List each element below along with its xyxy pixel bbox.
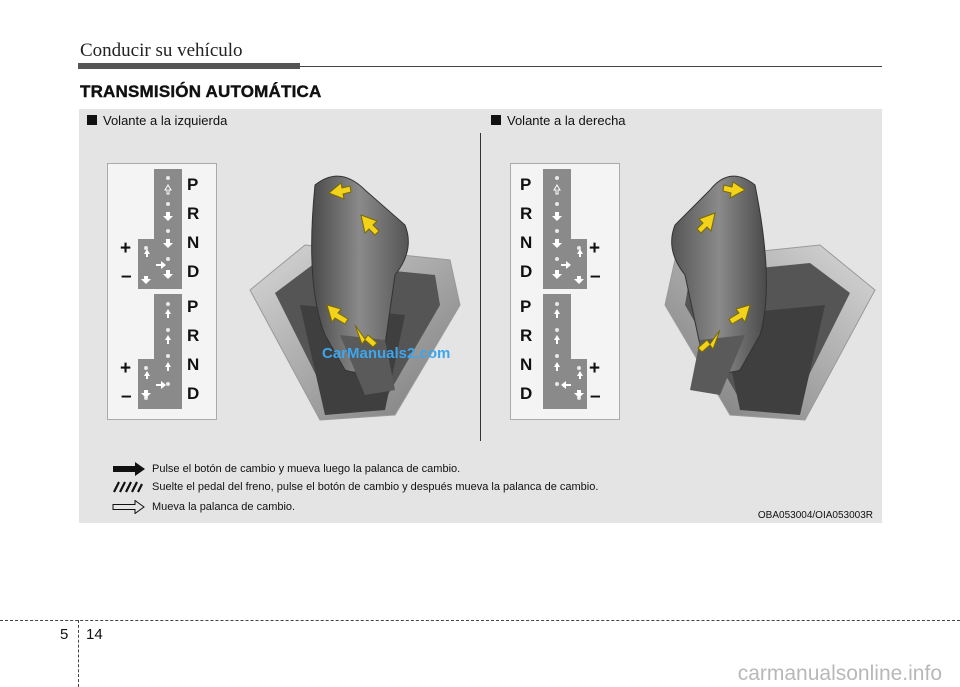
section-number: 5 bbox=[60, 626, 69, 643]
shift-pattern-left bbox=[107, 163, 217, 420]
bullet-square-icon bbox=[491, 115, 501, 125]
gear-letters-right-bottom bbox=[520, 292, 532, 408]
plus-sign-right-bottom: + bbox=[589, 358, 601, 379]
gear-letter-n: N bbox=[187, 355, 200, 374]
gear-lever-illustration-icon bbox=[660, 165, 880, 423]
bullet-square-icon bbox=[87, 115, 97, 125]
gear-letter-r: R bbox=[520, 204, 533, 223]
plus-sign-left-top: + bbox=[120, 238, 132, 259]
gear-letter-r: R bbox=[187, 204, 200, 223]
shift-gate-diagram-icon bbox=[108, 164, 216, 419]
minus-sign-right-top: – bbox=[590, 266, 601, 287]
gear-letter-p: P bbox=[187, 175, 199, 194]
gear-letter-d: D bbox=[187, 384, 200, 403]
figure-divider bbox=[480, 133, 481, 441]
plus-sign-right-top: + bbox=[589, 238, 601, 259]
sublabel-right-text: Volante a la derecha bbox=[507, 113, 626, 128]
plus-sign-left-bottom: + bbox=[120, 358, 132, 379]
figure-code: OBA053004/OIA053003R bbox=[757, 510, 873, 521]
gear-letter-d: D bbox=[520, 262, 533, 281]
footer-watermark: carmanualsonline.info bbox=[737, 662, 942, 685]
gear-letter-p: P bbox=[187, 297, 199, 316]
minus-sign-left-bottom: – bbox=[121, 386, 132, 407]
gear-letter-n: N bbox=[520, 355, 533, 374]
gear-letter-r: R bbox=[187, 326, 200, 345]
header-rule bbox=[300, 66, 882, 67]
gear-letter-n: N bbox=[187, 233, 200, 252]
header-bar bbox=[78, 63, 300, 69]
watermark-carmanuals: CarManuals2.com bbox=[322, 345, 451, 362]
gear-letter-n: N bbox=[520, 233, 533, 252]
outline-arrow-icon bbox=[112, 500, 146, 514]
gear-letter-d: D bbox=[520, 384, 533, 403]
page-vline bbox=[78, 620, 79, 687]
gear-letter-d: D bbox=[187, 262, 200, 281]
gear-letters-left-bottom bbox=[187, 292, 199, 408]
sublabel-right bbox=[491, 113, 626, 128]
gear-letters-right-top bbox=[520, 170, 532, 286]
legend-text: Pulse el botón de cambio y mueva luego la palanca de cambio. bbox=[152, 463, 461, 475]
sublabel-left-text: Volante a la izquierda bbox=[103, 113, 228, 128]
gear-lever-left bbox=[245, 165, 465, 423]
minus-sign-right-bottom: – bbox=[590, 386, 601, 407]
page-number: 14 bbox=[86, 626, 103, 643]
page-hline bbox=[0, 620, 960, 621]
gear-letters-left-top bbox=[187, 170, 199, 286]
gear-lever-illustration-icon bbox=[245, 165, 465, 423]
gear-letter-p: P bbox=[520, 297, 532, 316]
gear-letter-r: R bbox=[520, 326, 533, 345]
chapter-title: Conducir su vehículo bbox=[80, 40, 243, 61]
minus-sign-left-top: – bbox=[121, 266, 132, 287]
legend-text: Suelte el pedal del freno, pulse el botón de cambio y después mueva la palanca de cambio. bbox=[152, 481, 599, 493]
sublabel-left bbox=[87, 113, 227, 128]
legend-text: Mueva la palanca de cambio. bbox=[152, 501, 296, 513]
hatched-arrow-icon bbox=[112, 480, 146, 494]
section-title: TRANSMISIÓN AUTOMÁTICA bbox=[80, 82, 322, 101]
gear-lever-right bbox=[660, 165, 880, 423]
gear-letter-p: P bbox=[520, 175, 532, 194]
solid-arrow-icon bbox=[112, 462, 146, 476]
